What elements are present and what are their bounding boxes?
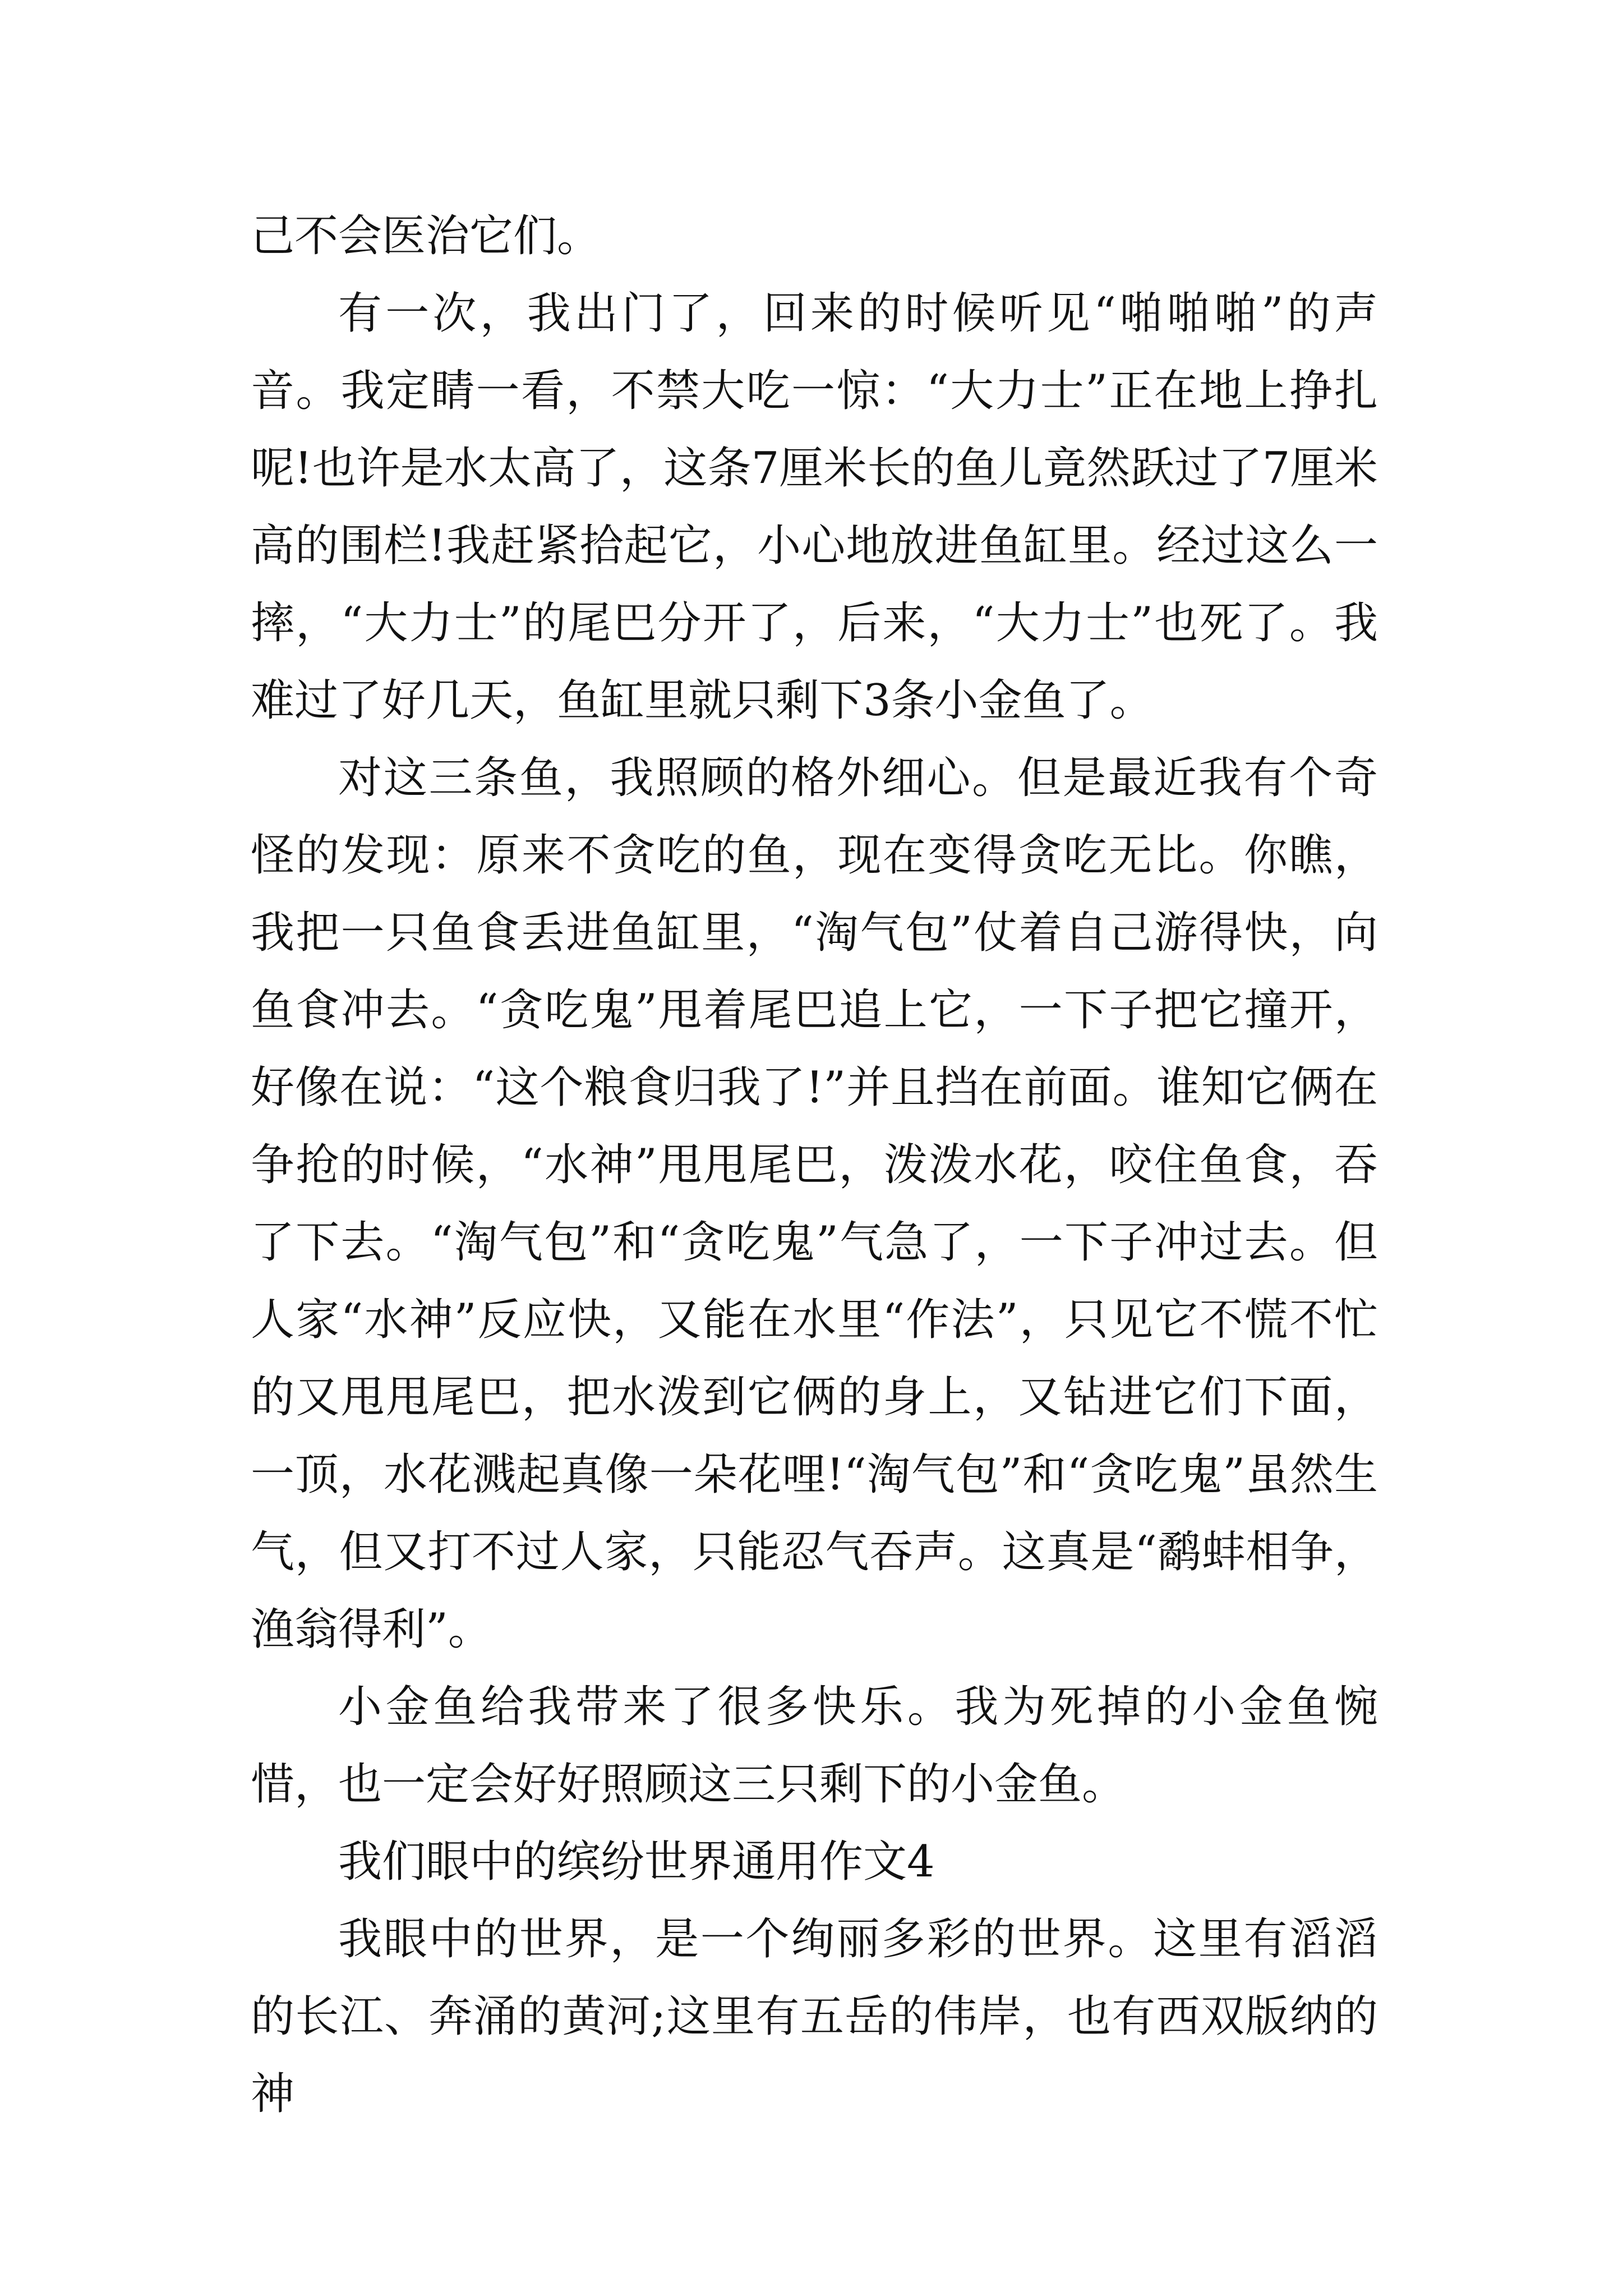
paragraph-2: 有一次，我出门了，回来的时候听见“啪啪啪”的声音。我定睛一看，不禁大吃一惊：“大力士”正在地上挣扎呢!也许是水太高了，这条7厘米长的鱼儿竟然跃过了7厘米高的围栏!我赶紧拾起它，小心地放进鱼缸里。经过这么一摔，“大力士”的尾巴分开了，后来，“大力士”也死了。我难过了好几天，鱼缸里就只剩下3条小金鱼了。 — [251, 288, 1378, 726]
paragraph-5: 我眼中的世界，是一个绚丽多彩的世界。这里有滔滔的长江、奔涌的黄河;这里有五岳的伟岸，也有西双版纳的神 — [251, 1914, 1378, 2119]
section-heading: 我们眼中的缤纷世界通用作文4 — [338, 1837, 935, 1887]
paragraph-4: 小金鱼给我带来了很多快乐。我为死掉的小金鱼惋惜，也一定会好好照顾这三只剩下的小金鱼。 — [251, 1682, 1378, 1810]
document-body — [251, 197, 1378, 2133]
paragraph-1: 己不会医治它们。 — [251, 211, 601, 261]
paragraph-3: 对这三条鱼，我照顾的格外细心。但是最近我有个奇怪的发现：原来不贪吃的鱼，现在变得贪吃无比。你瞧，我把一只鱼食丢进鱼缸里，“淘气包”仗着自己游得快，向鱼食冲去。“贪吃鬼”甩着尾巴追上它，一下子把它撞开，好像在说：“这个粮食归我了!”并且挡在前面。谁知它俩在争抢的时候，“水神”甩甩尾巴，泼泼水花，咬住鱼食，吞了下去。“淘气包”和“贪吃鬼”气急了，一下子冲过去。但人家“水神”反应快，又能在水里“作法”，只见它不慌不忙的又甩甩尾巴，把水泼到它俩的身上，又钻进它们下面，一顶，水花溅起真像一朵花哩!“淘气包”和“贪吃鬼”虽然生气，但又打不过人家，只能忍气吞声。这真是“鹬蚌相争，渔翁得利”。 — [251, 753, 1378, 1655]
